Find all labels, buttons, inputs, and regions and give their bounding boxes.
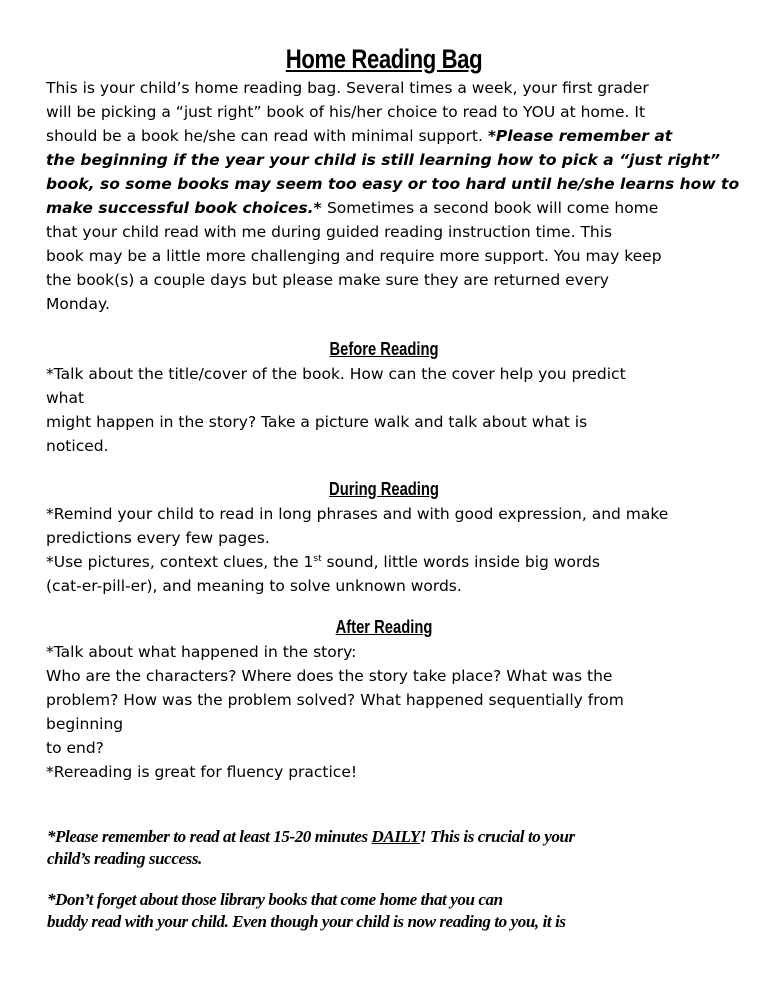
before-line-2: what <box>46 389 85 407</box>
intro-line-5 <box>46 172 739 196</box>
before-line-4: noticed. <box>46 437 109 455</box>
after-reading-heading: After Reading <box>335 617 433 637</box>
during-reading-heading: During Reading <box>329 479 439 499</box>
daily-note-text-a: *Please remember to read at least 15-20 minutes <box>47 827 372 846</box>
intro-line-3-text: should be a book he/she can read with minimal support. <box>46 127 488 145</box>
during-line-3-text-b: sound, little words inside big words <box>321 553 600 571</box>
after-line-3: problem? How was the problem solved? What happened sequentially from <box>46 691 624 709</box>
intro-line-3 <box>46 124 672 148</box>
intro-line-2: will be picking a “just right” book of his/her choice to read to YOU at home. It <box>46 103 646 121</box>
intro-line-6-emphasis: make successful book choices.* <box>46 199 327 217</box>
after-line-2: Who are the characters? Where does the story take place? What was the <box>46 667 613 685</box>
daily-reading-note-cont: child’s reading success. <box>47 849 202 868</box>
before-line-3: might happen in the story? Take a picture walk and talk about what is <box>46 413 588 431</box>
during-line-1: *Remind your child to read in long phrases and with good expression, and make <box>46 505 669 523</box>
after-line-5: to end? <box>46 739 104 757</box>
library-books-note-cont: buddy read with your child. Even though your child is now reading to you, it is <box>47 912 566 931</box>
ordinal-suffix: st <box>313 553 322 564</box>
during-line-4: (cat-er-pill-er), and meaning to solve unknown words. <box>46 577 462 595</box>
intro-line-6-text: Sometimes a second book will come home <box>326 199 659 217</box>
intro-line-4 <box>46 148 720 172</box>
during-line-2: predictions every few pages. <box>46 529 270 547</box>
after-line-4: beginning <box>46 715 124 733</box>
after-line-1: *Talk about what happened in the story: <box>46 643 357 661</box>
intro-line-8: book may be a little more challenging and require more support. You may keep <box>46 247 662 265</box>
daily-note-text-b: ! This is crucial to your <box>419 827 575 846</box>
intro-line-3-emphasis: *Please remember at <box>487 127 673 145</box>
during-line-3-text-a: *Use pictures, context clues, the 1 <box>46 553 314 571</box>
before-line-1: *Talk about the title/cover of the book. How can the cover help you predict <box>46 365 626 383</box>
intro-line-10: Monday. <box>46 295 110 313</box>
daily-reading-note <box>47 826 575 848</box>
after-line-6: *Rereading is great for fluency practice! <box>46 763 358 781</box>
before-reading-heading: Before Reading <box>329 339 439 359</box>
intro-line-7: that your child read with me during guided reading instruction time. This <box>46 223 613 241</box>
library-books-note: *Don’t forget about those library books that come home that you can <box>47 890 503 909</box>
page-title: Home Reading Bag <box>285 44 483 74</box>
intro-line-9: the book(s) a couple days but please make sure they are returned every <box>46 271 609 289</box>
intro-line-6 <box>46 196 658 220</box>
daily-emphasis: DAILY <box>371 827 420 846</box>
during-line-3 <box>46 550 600 574</box>
intro-line-1: This is your child’s home reading bag. Several times a week, your first grader <box>46 79 649 97</box>
intro-line-5-emphasis: book, so some books may seem too easy or too hard until he/she learns how to <box>46 175 740 193</box>
intro-line-4-emphasis: the beginning if the year your child is still learning how to pick a “just right” <box>46 151 720 169</box>
